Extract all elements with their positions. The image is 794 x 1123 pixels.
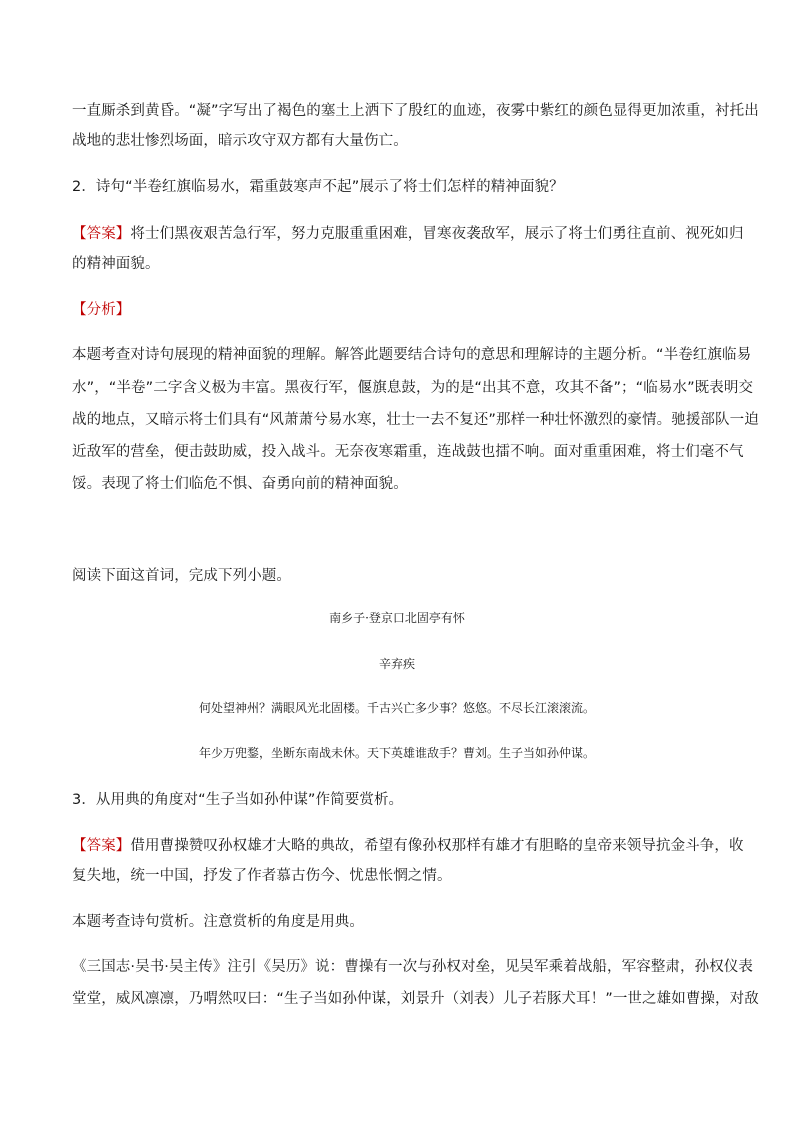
question-3: 3．从用典的角度对“生子当如孙仲谋”作简要赏析。 — [72, 792, 404, 808]
answer-tag: 【答案】 — [72, 226, 131, 242]
poem-line-2: 年少万兜鍪，坐断东南战未休。天下英雄谁敌手？曹刘。生子当如孙仲谋。 — [198, 746, 595, 760]
q2-analysis-line-3: 战的地点，又暗示将士们具有“风萧萧兮易水寒，壮士一去不复还”那样一种壮怀激烈的豪情。驰援部队一迫 — [72, 412, 759, 428]
q2-analysis-line-5: 馁。表现了将士们临危不惧、奋勇向前的精神面貌。 — [72, 476, 408, 492]
poem-line-1: 何处望神州？满眼风光北固楼。千古兴亡多少事？悠悠。不尽长江滚滚流。 — [198, 701, 595, 715]
poem-author: 辛弃疾 — [378, 657, 415, 671]
q3-answer-line-2: 复失地，统一中国，抒发了作者慕古伤今、忧患怅惘之情。 — [72, 868, 452, 884]
q2-analysis-line-2: 水”，“半卷”二字含义极为丰富。黑夜行军，偃旗息鼓，为的是“出其不意，攻其不备”；“临易水”既表明交 — [72, 380, 754, 396]
intro-analysis-line-1: 一直厮杀到黄昏。“凝”字写出了褐色的塞土上洒下了殷红的血迹，夜雾中紫红的颜色显得更加浓重，衬托出 — [72, 103, 759, 119]
intro-analysis-line-2: 战地的悲壮惨烈场面，暗示攻守双方都有大量伤亡。 — [72, 133, 408, 149]
q3-quote-line-1: 《三国志·吴书·吴主传》注引《吴历》说：曹操有一次与孙权对垒，见吴军乘着战船，军容整肃，孙权仪表 — [72, 959, 754, 975]
q2-answer-text-1: 将士们黑夜艰苦急行军，努力克服重重困难，冒寒夜袭敌军，展示了将士们勇往直前、视死如归 — [130, 226, 744, 242]
q3-answer-text-1: 借用曹操赞叹孙权雄才大略的典故，希望有像孙权那样有雄才有胆略的皇帝来领导抗金斗争，收 — [130, 838, 744, 854]
answer-tag: 【答案】 — [72, 838, 131, 854]
q3-answer-line-1 — [72, 836, 744, 856]
question-2: 2．诗句“半卷红旗临易水，霜重鼓寒声不起”展示了将士们怎样的精神面貌？ — [72, 179, 564, 195]
reading-intro: 阅读下面这首词，完成下列小题。 — [72, 568, 291, 584]
q2-analysis-line-4: 近敌军的营垒，便击鼓助威，投入战斗。无奈夜寒霜重，连战鼓也擂不响。面对重重困难，将士们毫不气 — [72, 444, 744, 460]
q3-analysis-line: 本题考查诗句赏析。注意赏析的角度是用典。 — [72, 914, 364, 930]
q2-answer-line-2: 的精神面貌。 — [72, 256, 160, 272]
poem-title: 南乡子·登京口北固亭有怀 — [329, 611, 465, 625]
q2-answer-line-1 — [72, 224, 744, 244]
analysis-tag: 【分析】 — [72, 302, 131, 318]
q3-quote-line-2: 堂堂，威风凛凛，乃喟然叹曰：“生子当如孙仲谋，刘景升（刘表）儿子若豚犬耳！”一世之雄如曹操，对敌 — [72, 991, 759, 1007]
q2-analysis-line-1: 本题考查对诗句展现的精神面貌的理解。解答此题要结合诗句的意思和理解诗的主题分析。“半卷红旗临易 — [72, 347, 752, 363]
